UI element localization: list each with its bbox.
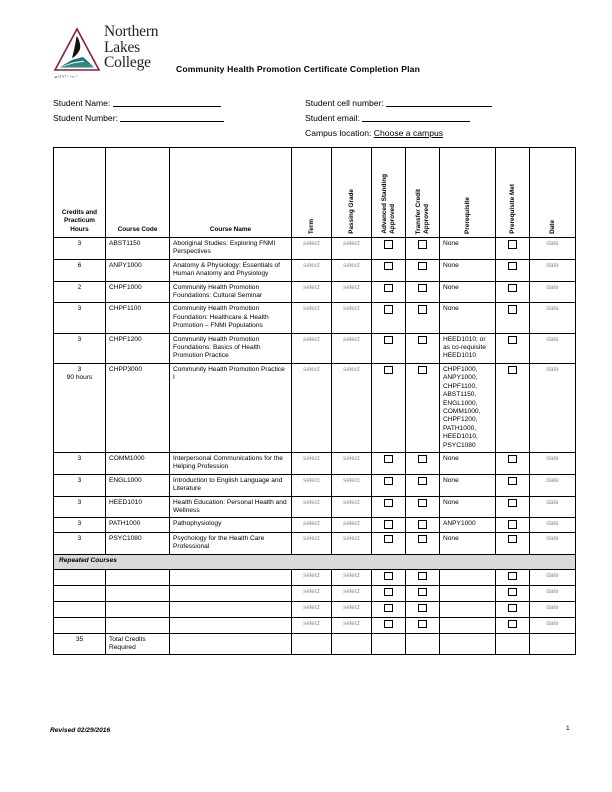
checkbox-icon[interactable] — [508, 572, 517, 581]
prerequisite-met-checkbox[interactable] — [496, 474, 530, 496]
checkbox-icon[interactable] — [508, 336, 517, 345]
prerequisite-met-checkbox[interactable] — [496, 259, 530, 281]
term-select[interactable]: select — [292, 259, 332, 281]
student-number-input[interactable] — [120, 111, 224, 122]
document-header — [0, 22, 612, 92]
advanced-standing-checkbox[interactable] — [372, 363, 406, 452]
checkbox-icon[interactable] — [418, 284, 427, 293]
student-name-row — [53, 96, 303, 111]
advanced-standing-checkbox[interactable] — [372, 259, 406, 281]
advanced-standing-checkbox[interactable] — [372, 569, 406, 585]
transfer-credit-checkbox[interactable] — [406, 585, 440, 601]
advanced-standing-checkbox[interactable] — [372, 238, 406, 260]
total-credits-label: Total Credits Required — [106, 633, 170, 655]
cell-course-code — [106, 617, 170, 633]
passing-grade-select[interactable]: select — [332, 333, 372, 363]
cell-course-name: Community Health Promotion Foundations: Basics of Health Promotion Practice — [170, 333, 292, 363]
checkbox-icon[interactable] — [508, 240, 517, 249]
prerequisite-met-checkbox[interactable] — [496, 617, 530, 633]
passing-grade-select[interactable]: select — [332, 617, 372, 633]
passing-grade-select[interactable]: select — [332, 474, 372, 496]
total-row-empty-cell — [332, 633, 372, 655]
advanced-standing-checkbox[interactable] — [372, 601, 406, 617]
column-header-prerequisite-met-label: Prerequisite Met — [508, 184, 516, 234]
campus-location-row — [305, 126, 595, 141]
cell-credits: 2 — [54, 281, 106, 303]
cell-course-name: Anatomy & Physiology: Essentials of Human Anatomy and Physiology — [170, 259, 292, 281]
completion-plan-table — [53, 147, 576, 655]
cell-credits: 3 — [54, 238, 106, 260]
advanced-standing-checkbox[interactable] — [372, 496, 406, 518]
term-select[interactable]: select — [292, 452, 332, 474]
logo-line-2: Lakes — [104, 38, 141, 56]
checkbox-icon[interactable] — [508, 477, 517, 486]
column-header-course-code: Course Code — [106, 148, 170, 238]
cell-course-code: CHPF1200 — [106, 333, 170, 363]
date-field[interactable]: date — [530, 363, 576, 452]
date-field[interactable]: date — [530, 569, 576, 585]
cell-course-name — [170, 617, 292, 633]
logo-tagline: ᓄᐊᖬᕐᐣ ᓓᐠᐢ — [54, 74, 79, 79]
table-row — [54, 238, 576, 260]
checkbox-icon[interactable] — [508, 366, 517, 375]
term-select[interactable]: select — [292, 474, 332, 496]
prerequisite-met-checkbox[interactable] — [496, 496, 530, 518]
cell-prerequisite: None — [440, 474, 496, 496]
date-field[interactable]: date — [530, 474, 576, 496]
column-header-advanced-standing — [372, 148, 406, 238]
column-header-passing-grade — [332, 148, 372, 238]
checkbox-icon[interactable] — [418, 572, 427, 581]
checkbox-icon[interactable] — [418, 262, 427, 271]
student-info-right-column — [305, 96, 595, 141]
student-cell-label: Student cell number: — [305, 98, 384, 108]
table-header-row — [54, 148, 576, 238]
table-header — [54, 148, 576, 238]
date-field[interactable]: date — [530, 238, 576, 260]
column-header-credits — [54, 148, 106, 238]
column-header-transfer-credit-line2: Approved — [422, 204, 430, 234]
cell-credits — [54, 617, 106, 633]
cell-course-name: Community Health Promotion Foundations: Cultural Seminar — [170, 281, 292, 303]
column-header-credits-line3: Hours — [70, 225, 89, 233]
checkbox-icon[interactable] — [508, 455, 517, 464]
date-field[interactable]: date — [530, 601, 576, 617]
cell-course-code: CHPF1100 — [106, 303, 170, 333]
logo-triangle-icon — [52, 26, 102, 74]
cell-course-name — [170, 585, 292, 601]
student-name-label: Student Name: — [53, 98, 111, 108]
checkbox-icon[interactable] — [418, 535, 427, 544]
passing-grade-select[interactable]: select — [332, 532, 372, 554]
table-row — [54, 281, 576, 303]
column-header-prerequisite-label: Prerequisite — [463, 197, 471, 234]
checkbox-icon[interactable] — [418, 499, 427, 508]
cell-prerequisite: None — [440, 303, 496, 333]
transfer-credit-checkbox[interactable] — [406, 601, 440, 617]
prerequisite-met-checkbox[interactable] — [496, 452, 530, 474]
checkbox-icon[interactable] — [508, 520, 517, 529]
transfer-credit-checkbox[interactable] — [406, 259, 440, 281]
checkbox-icon[interactable] — [418, 620, 427, 629]
logo-line-3: College — [104, 54, 151, 71]
total-credits-value: 35 — [54, 633, 106, 655]
checkbox-icon[interactable] — [418, 588, 427, 597]
cell-credits: 3 — [54, 452, 106, 474]
cell-prerequisite: None — [440, 532, 496, 554]
term-select[interactable]: select — [292, 569, 332, 585]
advanced-standing-checkbox[interactable] — [372, 452, 406, 474]
cell-credits: 3 — [54, 532, 106, 554]
date-field[interactable]: date — [530, 617, 576, 633]
total-row-empty-cell — [372, 633, 406, 655]
advanced-standing-checkbox[interactable] — [372, 281, 406, 303]
table-row — [54, 474, 576, 496]
checkbox-icon[interactable] — [384, 572, 393, 581]
prerequisite-met-checkbox[interactable] — [496, 518, 530, 532]
checkbox-icon[interactable] — [384, 366, 393, 375]
checkbox-icon[interactable] — [384, 455, 393, 464]
table-body — [54, 238, 576, 655]
cell-credits-line: 3 — [77, 365, 82, 373]
cell-credits — [54, 585, 106, 601]
cell-course-name: Community Health Promotion Practice I — [170, 363, 292, 452]
checkbox-icon[interactable] — [384, 604, 393, 613]
cell-course-code: CHPP3000 — [106, 363, 170, 452]
transfer-credit-checkbox[interactable] — [406, 363, 440, 452]
term-select[interactable]: select — [292, 532, 332, 554]
prerequisite-met-checkbox[interactable] — [496, 238, 530, 260]
column-header-prerequisite — [440, 148, 496, 238]
transfer-credit-checkbox[interactable] — [406, 496, 440, 518]
checkbox-icon[interactable] — [508, 588, 517, 597]
checkbox-icon[interactable] — [418, 520, 427, 529]
student-name-input[interactable] — [113, 96, 221, 107]
term-select[interactable]: select — [292, 518, 332, 532]
column-header-prerequisite-met — [496, 148, 530, 238]
cell-course-code: COMM1000 — [106, 452, 170, 474]
transfer-credit-checkbox[interactable] — [406, 333, 440, 363]
advanced-standing-checkbox[interactable] — [372, 532, 406, 554]
cell-course-name: Health Education: Personal Health and Wellness — [170, 496, 292, 518]
checkbox-icon[interactable] — [508, 284, 517, 293]
cell-prerequisite: None — [440, 496, 496, 518]
repeated-course-row — [54, 617, 576, 633]
student-email-label: Student email: — [305, 113, 360, 123]
date-field[interactable]: date — [530, 452, 576, 474]
transfer-credit-checkbox[interactable] — [406, 238, 440, 260]
section-header-label: Repeated Courses — [54, 554, 576, 569]
transfer-credit-checkbox[interactable] — [406, 617, 440, 633]
cell-credits — [54, 601, 106, 617]
column-header-transfer-credit-line1: Transfer Credit — [414, 188, 422, 234]
total-row-empty-cell — [530, 633, 576, 655]
cell-course-name: Community Health Promotion Foundation: Healthcare & Health Promotion – FNMI Populations — [170, 303, 292, 333]
advanced-standing-checkbox[interactable] — [372, 474, 406, 496]
prerequisite-met-checkbox[interactable] — [496, 281, 530, 303]
campus-location-label: Campus location: — [305, 128, 372, 138]
passing-grade-select[interactable]: select — [332, 281, 372, 303]
transfer-credit-checkbox[interactable] — [406, 532, 440, 554]
checkbox-icon[interactable] — [384, 535, 393, 544]
cell-course-code: CHPF1000 — [106, 281, 170, 303]
cell-prerequisite — [440, 617, 496, 633]
table-row — [54, 363, 576, 452]
advanced-standing-checkbox[interactable] — [372, 518, 406, 532]
checkbox-icon[interactable] — [384, 620, 393, 629]
cell-prerequisite: ANPY1000 — [440, 518, 496, 532]
checkbox-icon[interactable] — [418, 604, 427, 613]
student-number-row — [53, 111, 303, 126]
column-header-transfer-credit — [406, 148, 440, 238]
student-email-input[interactable] — [362, 111, 470, 122]
checkbox-icon[interactable] — [384, 520, 393, 529]
cell-prerequisite: None — [440, 281, 496, 303]
term-select[interactable]: select — [292, 238, 332, 260]
prerequisite-met-checkbox[interactable] — [496, 303, 530, 333]
date-field[interactable]: date — [530, 259, 576, 281]
transfer-credit-checkbox[interactable] — [406, 518, 440, 532]
term-select[interactable]: select — [292, 585, 332, 601]
passing-grade-select[interactable]: select — [332, 259, 372, 281]
cell-course-name: Psychology for the Health Care Professional — [170, 532, 292, 554]
term-select[interactable]: select — [292, 601, 332, 617]
footer-page-number: 1 — [566, 725, 570, 732]
term-select[interactable]: select — [292, 496, 332, 518]
column-header-date — [530, 148, 576, 238]
cell-course-code: ANPY1000 — [106, 259, 170, 281]
checkbox-icon[interactable] — [418, 240, 427, 249]
cell-credits — [54, 569, 106, 585]
cell-course-code — [106, 569, 170, 585]
advanced-standing-checkbox[interactable] — [372, 585, 406, 601]
checkbox-icon[interactable] — [384, 262, 393, 271]
cell-prerequisite — [440, 585, 496, 601]
logo-wordmark — [104, 24, 158, 71]
student-number-label: Student Number: — [53, 113, 118, 123]
date-field[interactable]: date — [530, 303, 576, 333]
cell-prerequisite: None — [440, 238, 496, 260]
checkbox-icon[interactable] — [418, 336, 427, 345]
repeated-course-row — [54, 585, 576, 601]
cell-credits — [54, 363, 106, 452]
checkbox-icon[interactable] — [384, 240, 393, 249]
cell-credits: 3 — [54, 496, 106, 518]
repeated-course-row — [54, 601, 576, 617]
cell-credits-line: 90 hours — [66, 374, 93, 382]
checkbox-icon[interactable] — [384, 284, 393, 293]
table-row — [54, 518, 576, 532]
checkbox-icon[interactable] — [418, 477, 427, 486]
checkbox-icon[interactable] — [384, 588, 393, 597]
advanced-standing-checkbox[interactable] — [372, 333, 406, 363]
transfer-credit-checkbox[interactable] — [406, 474, 440, 496]
term-select[interactable]: select — [292, 363, 332, 452]
table-row — [54, 303, 576, 333]
checkbox-icon[interactable] — [384, 477, 393, 486]
checkbox-icon[interactable] — [418, 366, 427, 375]
column-header-advanced-standing-line1: Advanced Standing — [380, 174, 388, 234]
checkbox-icon[interactable] — [418, 455, 427, 464]
repeated-course-row — [54, 569, 576, 585]
prerequisite-met-checkbox[interactable] — [496, 363, 530, 452]
checkbox-icon[interactable] — [508, 305, 517, 314]
term-select[interactable]: select — [292, 617, 332, 633]
cell-course-name: Pathophysiology — [170, 518, 292, 532]
date-field[interactable]: date — [530, 333, 576, 363]
cell-course-code: HEED1010 — [106, 496, 170, 518]
passing-grade-select[interactable]: select — [332, 303, 372, 333]
prerequisite-met-checkbox[interactable] — [496, 585, 530, 601]
prerequisite-met-checkbox[interactable] — [496, 569, 530, 585]
cell-credits: 3 — [54, 333, 106, 363]
checkbox-icon[interactable] — [384, 499, 393, 508]
date-field[interactable]: date — [530, 518, 576, 532]
total-row-empty-cell — [292, 633, 332, 655]
transfer-credit-checkbox[interactable] — [406, 281, 440, 303]
table-row — [54, 333, 576, 363]
passing-grade-select[interactable]: select — [332, 363, 372, 452]
checkbox-icon[interactable] — [508, 604, 517, 613]
campus-location-dropdown[interactable]: Choose a campus — [373, 128, 444, 138]
transfer-credit-checkbox[interactable] — [406, 452, 440, 474]
table-row — [54, 452, 576, 474]
prerequisite-met-checkbox[interactable] — [496, 333, 530, 363]
cell-course-code: ENGL1000 — [106, 474, 170, 496]
cell-course-code: ABST1150 — [106, 238, 170, 260]
column-header-credits-line2: Practicum — [64, 217, 95, 225]
cell-credits: 3 — [54, 518, 106, 532]
passing-grade-select[interactable]: select — [332, 496, 372, 518]
table-row — [54, 259, 576, 281]
cell-credits: 3 — [54, 474, 106, 496]
cell-course-name: Interpersonal Communications for the Helping Profession — [170, 452, 292, 474]
passing-grade-select[interactable]: select — [332, 569, 372, 585]
advanced-standing-checkbox[interactable] — [372, 617, 406, 633]
column-header-term — [292, 148, 332, 238]
cell-prerequisite — [440, 601, 496, 617]
total-row-empty-cell — [406, 633, 440, 655]
passing-grade-select[interactable]: select — [332, 518, 372, 532]
college-logo — [52, 24, 164, 86]
student-info-left-column — [53, 96, 303, 126]
prerequisite-met-checkbox[interactable] — [496, 601, 530, 617]
cell-course-name — [170, 601, 292, 617]
checkbox-icon[interactable] — [384, 305, 393, 314]
date-field[interactable]: date — [530, 532, 576, 554]
cell-course-name — [170, 569, 292, 585]
checkbox-icon[interactable] — [508, 535, 517, 544]
passing-grade-select[interactable]: select — [332, 452, 372, 474]
passing-grade-select[interactable]: select — [332, 585, 372, 601]
transfer-credit-checkbox[interactable] — [406, 303, 440, 333]
date-field[interactable]: date — [530, 585, 576, 601]
total-row-empty-cell — [170, 633, 292, 655]
prerequisite-met-checkbox[interactable] — [496, 532, 530, 554]
checkbox-icon[interactable] — [508, 499, 517, 508]
section-header-repeated-courses — [54, 554, 576, 569]
logo-line-1: Northern — [104, 23, 159, 40]
cell-prerequisite: None — [440, 452, 496, 474]
footer-revised-date: Revised 02/29/2016 — [50, 727, 111, 734]
cell-course-code: PSYC1080 — [106, 532, 170, 554]
cell-course-code: PATH1000 — [106, 518, 170, 532]
cell-course-code — [106, 585, 170, 601]
column-header-date-label: Date — [548, 220, 556, 234]
checkbox-icon[interactable] — [384, 336, 393, 345]
passing-grade-select[interactable]: select — [332, 601, 372, 617]
term-select[interactable]: select — [292, 333, 332, 363]
checkbox-icon[interactable] — [508, 262, 517, 271]
cell-course-name: Introduction to English Language and Literature — [170, 474, 292, 496]
total-row-empty-cell — [440, 633, 496, 655]
checkbox-icon[interactable] — [508, 620, 517, 629]
cell-prerequisite: HEED1010; or as co-requisite HEED1010 — [440, 333, 496, 363]
column-header-passing-grade-label: Passing Grade — [347, 189, 355, 234]
column-header-term-label: Term — [307, 218, 315, 234]
total-row-empty-cell — [496, 633, 530, 655]
term-select[interactable]: select — [292, 303, 332, 333]
column-header-course-name: Course Name — [170, 148, 292, 238]
cell-course-name: Aboriginal Studies: Exploring FNMI Perspectives — [170, 238, 292, 260]
cell-credits: 3 — [54, 303, 106, 333]
cell-prerequisite: None — [440, 259, 496, 281]
cell-prerequisite — [440, 569, 496, 585]
student-cell-row — [305, 96, 595, 111]
total-credits-row — [54, 633, 576, 655]
date-field[interactable]: date — [530, 281, 576, 303]
table-row — [54, 532, 576, 554]
date-field[interactable]: date — [530, 496, 576, 518]
checkbox-icon[interactable] — [418, 305, 427, 314]
cell-prerequisite: CHPF1000, ANPY1000, CHPF1100, ABST1150, ENGL1000, COMM1000, CHPF1200, PATH1000, HEED1010, PSYC1080 — [440, 363, 496, 452]
cell-credits: 6 — [54, 259, 106, 281]
column-header-advanced-standing-line2: Approved — [388, 204, 396, 234]
column-header-credits-line1: Credits and — [61, 208, 98, 216]
advanced-standing-checkbox[interactable] — [372, 303, 406, 333]
student-email-row — [305, 111, 595, 126]
passing-grade-select[interactable]: select — [332, 238, 372, 260]
transfer-credit-checkbox[interactable] — [406, 569, 440, 585]
table-row — [54, 496, 576, 518]
document-footer — [0, 727, 612, 747]
cell-course-code — [106, 601, 170, 617]
term-select[interactable]: select — [292, 281, 332, 303]
student-cell-input[interactable] — [386, 96, 492, 107]
page-title: Community Health Promotion Certificate Completion Plan — [176, 64, 420, 74]
